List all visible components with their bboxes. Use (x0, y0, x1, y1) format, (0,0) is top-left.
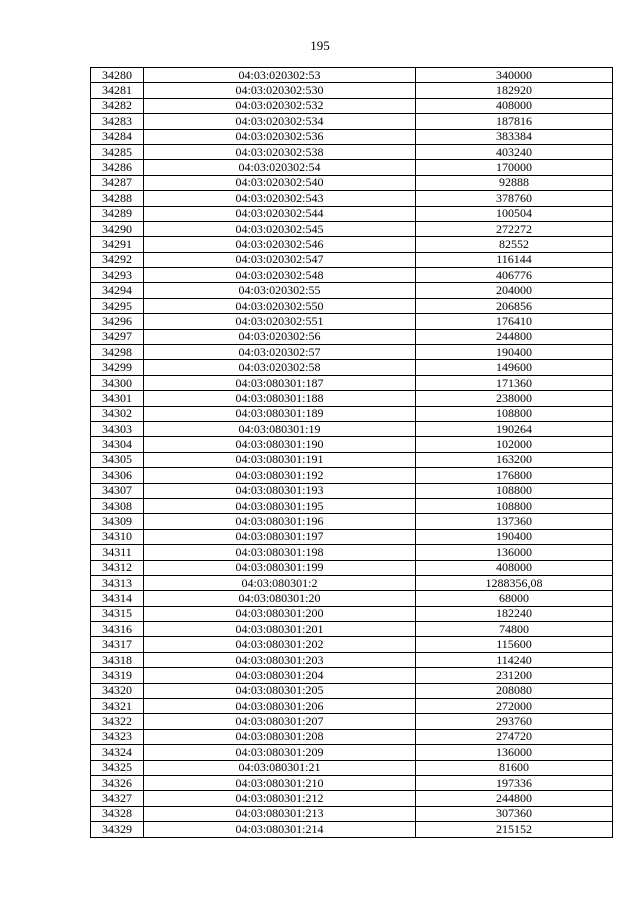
value-cell: 383384 (416, 129, 613, 144)
table-row (91, 160, 613, 175)
table-row (91, 221, 613, 236)
cadastral-number-cell: 04:03:080301:205 (144, 683, 416, 698)
cadastral-number-cell: 04:03:020302:54 (144, 160, 416, 175)
cadastral-number-cell: 04:03:020302:55 (144, 283, 416, 298)
table-row (91, 129, 613, 144)
table-row (91, 745, 613, 760)
value-cell: 81600 (416, 760, 613, 775)
row-number-cell: 34324 (91, 745, 144, 760)
table-row (91, 83, 613, 98)
table-row (91, 483, 613, 498)
cadastral-number-cell: 04:03:080301:203 (144, 652, 416, 667)
table-row (91, 606, 613, 621)
cadastral-number-cell: 04:03:080301:210 (144, 775, 416, 790)
value-cell: 116144 (416, 252, 613, 267)
row-number-cell: 34306 (91, 468, 144, 483)
row-number-cell: 34296 (91, 314, 144, 329)
row-number-cell: 34300 (91, 375, 144, 390)
value-cell: 137360 (416, 514, 613, 529)
row-number-cell: 34315 (91, 606, 144, 621)
row-number-cell: 34299 (91, 360, 144, 375)
cadastral-number-cell: 04:03:020302:546 (144, 237, 416, 252)
value-cell: 406776 (416, 268, 613, 283)
cadastral-number-cell: 04:03:080301:200 (144, 606, 416, 621)
table-row (91, 498, 613, 513)
value-cell: 293760 (416, 714, 613, 729)
cadastral-number-cell: 04:03:080301:209 (144, 745, 416, 760)
row-number-cell: 34285 (91, 144, 144, 159)
cadastral-number-cell: 04:03:080301:202 (144, 637, 416, 652)
row-number-cell: 34312 (91, 560, 144, 575)
value-cell: 1288356,08 (416, 575, 613, 590)
table-row (91, 468, 613, 483)
table-row (91, 191, 613, 206)
row-number-cell: 34290 (91, 221, 144, 236)
cadastral-number-cell: 04:03:080301:214 (144, 822, 416, 837)
cadastral-number-cell: 04:03:080301:195 (144, 498, 416, 513)
value-cell: 215152 (416, 822, 613, 837)
row-number-cell: 34293 (91, 268, 144, 283)
table-row (91, 668, 613, 683)
row-number-cell: 34309 (91, 514, 144, 529)
cadastral-number-cell: 04:03:080301:204 (144, 668, 416, 683)
row-number-cell: 34317 (91, 637, 144, 652)
value-cell: 149600 (416, 360, 613, 375)
table-row (91, 806, 613, 821)
cadastral-number-cell: 04:03:080301:190 (144, 437, 416, 452)
cadastral-number-cell: 04:03:080301:192 (144, 468, 416, 483)
value-cell: 136000 (416, 545, 613, 560)
value-cell: 208080 (416, 683, 613, 698)
value-cell: 231200 (416, 668, 613, 683)
value-cell: 204000 (416, 283, 613, 298)
row-number-cell: 34314 (91, 591, 144, 606)
value-cell: 403240 (416, 144, 613, 159)
table-row (91, 729, 613, 744)
cadastral-number-cell: 04:03:020302:58 (144, 360, 416, 375)
cadastral-number-cell: 04:03:080301:20 (144, 591, 416, 606)
cadastral-number-cell: 04:03:020302:530 (144, 83, 416, 98)
value-cell: 190400 (416, 529, 613, 544)
table-row (91, 175, 613, 190)
cadastral-number-cell: 04:03:080301:199 (144, 560, 416, 575)
cadastral-number-cell: 04:03:080301:207 (144, 714, 416, 729)
value-cell: 68000 (416, 591, 613, 606)
value-cell: 238000 (416, 391, 613, 406)
value-cell: 272000 (416, 699, 613, 714)
value-cell: 92888 (416, 175, 613, 190)
table-row (91, 545, 613, 560)
row-number-cell: 34320 (91, 683, 144, 698)
cadastral-number-cell: 04:03:080301:213 (144, 806, 416, 821)
table-row (91, 560, 613, 575)
row-number-cell: 34302 (91, 406, 144, 421)
value-cell: 100504 (416, 206, 613, 221)
cadastral-number-cell: 04:03:020302:550 (144, 298, 416, 313)
cadastral-number-cell: 04:03:080301:193 (144, 483, 416, 498)
row-number-cell: 34304 (91, 437, 144, 452)
row-number-cell: 34297 (91, 329, 144, 344)
table-row (91, 329, 613, 344)
table-row (91, 529, 613, 544)
value-cell: 307360 (416, 806, 613, 821)
value-cell: 408000 (416, 98, 613, 113)
row-number-cell: 34288 (91, 191, 144, 206)
table-row (91, 237, 613, 252)
table-row (91, 775, 613, 790)
value-cell: 182240 (416, 606, 613, 621)
value-cell: 182920 (416, 83, 613, 98)
row-number-cell: 34282 (91, 98, 144, 113)
cadastral-number-cell: 04:03:020302:543 (144, 191, 416, 206)
value-cell: 206856 (416, 298, 613, 313)
table-row (91, 391, 613, 406)
table-row (91, 637, 613, 652)
table-row (91, 406, 613, 421)
table-row (91, 575, 613, 590)
row-number-cell: 34295 (91, 298, 144, 313)
table-row (91, 252, 613, 267)
value-cell: 170000 (416, 160, 613, 175)
value-cell: 190264 (416, 421, 613, 436)
table-row (91, 714, 613, 729)
value-cell: 163200 (416, 452, 613, 467)
cadastral-number-cell: 04:03:080301:196 (144, 514, 416, 529)
cadastral-number-cell: 04:03:020302:532 (144, 98, 416, 113)
cadastral-number-cell: 04:03:020302:545 (144, 221, 416, 236)
cadastral-number-cell: 04:03:020302:534 (144, 114, 416, 129)
row-number-cell: 34280 (91, 68, 144, 83)
value-cell: 108800 (416, 483, 613, 498)
table-row (91, 452, 613, 467)
cadastral-number-cell: 04:03:080301:2 (144, 575, 416, 590)
table-row (91, 144, 613, 159)
table-row (91, 699, 613, 714)
cadastral-number-cell: 04:03:080301:201 (144, 622, 416, 637)
table-row (91, 791, 613, 806)
table-row (91, 360, 613, 375)
cadastral-number-cell: 04:03:020302:551 (144, 314, 416, 329)
table-row (91, 652, 613, 667)
cadastral-number-cell: 04:03:020302:547 (144, 252, 416, 267)
cadastral-number-cell: 04:03:020302:538 (144, 144, 416, 159)
row-number-cell: 34325 (91, 760, 144, 775)
value-cell: 176410 (416, 314, 613, 329)
table-row (91, 314, 613, 329)
row-number-cell: 34323 (91, 729, 144, 744)
value-cell: 136000 (416, 745, 613, 760)
cadastral-number-cell: 04:03:080301:19 (144, 421, 416, 436)
table-row (91, 822, 613, 837)
row-number-cell: 34329 (91, 822, 144, 837)
cadastral-number-cell: 04:03:020302:540 (144, 175, 416, 190)
row-number-cell: 34327 (91, 791, 144, 806)
value-cell: 340000 (416, 68, 613, 83)
row-number-cell: 34319 (91, 668, 144, 683)
value-cell: 408000 (416, 560, 613, 575)
row-number-cell: 34289 (91, 206, 144, 221)
table-row (91, 68, 613, 83)
value-cell: 244800 (416, 791, 613, 806)
row-number-cell: 34310 (91, 529, 144, 544)
row-number-cell: 34301 (91, 391, 144, 406)
table-row (91, 437, 613, 452)
row-number-cell: 34307 (91, 483, 144, 498)
cadastral-number-cell: 04:03:080301:189 (144, 406, 416, 421)
cadastral-number-cell: 04:03:080301:187 (144, 375, 416, 390)
value-cell: 176800 (416, 468, 613, 483)
value-cell: 190400 (416, 345, 613, 360)
value-cell: 102000 (416, 437, 613, 452)
row-number-cell: 34321 (91, 699, 144, 714)
value-cell: 244800 (416, 329, 613, 344)
cadastral-number-cell: 04:03:080301:212 (144, 791, 416, 806)
cadastral-number-cell: 04:03:080301:21 (144, 760, 416, 775)
page-number: 195 (310, 38, 330, 53)
row-number-cell: 34291 (91, 237, 144, 252)
table-body (91, 68, 613, 838)
value-cell: 108800 (416, 498, 613, 513)
cadastral-number-cell: 04:03:020302:548 (144, 268, 416, 283)
table-row (91, 514, 613, 529)
table-row (91, 760, 613, 775)
cadastral-number-cell: 04:03:020302:536 (144, 129, 416, 144)
value-cell: 378760 (416, 191, 613, 206)
cadastral-number-cell: 04:03:080301:198 (144, 545, 416, 560)
row-number-cell: 34281 (91, 83, 144, 98)
value-cell: 187816 (416, 114, 613, 129)
table-row (91, 622, 613, 637)
table-row (91, 683, 613, 698)
table-row (91, 206, 613, 221)
cadastral-number-cell: 04:03:080301:208 (144, 729, 416, 744)
table-row (91, 268, 613, 283)
row-number-cell: 34305 (91, 452, 144, 467)
table-row (91, 345, 613, 360)
cadastral-number-cell: 04:03:080301:206 (144, 699, 416, 714)
value-cell: 274720 (416, 729, 613, 744)
table-row (91, 298, 613, 313)
row-number-cell: 34294 (91, 283, 144, 298)
row-number-cell: 34308 (91, 498, 144, 513)
row-number-cell: 34318 (91, 652, 144, 667)
value-cell: 115600 (416, 637, 613, 652)
value-cell: 74800 (416, 622, 613, 637)
table-row (91, 114, 613, 129)
table-row (91, 283, 613, 298)
row-number-cell: 34328 (91, 806, 144, 821)
row-number-cell: 34322 (91, 714, 144, 729)
row-number-cell: 34287 (91, 175, 144, 190)
value-cell: 114240 (416, 652, 613, 667)
row-number-cell: 34284 (91, 129, 144, 144)
cadastral-number-cell: 04:03:020302:53 (144, 68, 416, 83)
value-cell: 272272 (416, 221, 613, 236)
value-cell: 108800 (416, 406, 613, 421)
row-number-cell: 34298 (91, 345, 144, 360)
row-number-cell: 34283 (91, 114, 144, 129)
row-number-cell: 34286 (91, 160, 144, 175)
table-row (91, 421, 613, 436)
row-number-cell: 34292 (91, 252, 144, 267)
value-cell: 197336 (416, 775, 613, 790)
row-number-cell: 34326 (91, 775, 144, 790)
cadastre-table (90, 67, 613, 838)
table-row (91, 591, 613, 606)
cadastral-number-cell: 04:03:020302:544 (144, 206, 416, 221)
value-cell: 171360 (416, 375, 613, 390)
row-number-cell: 34303 (91, 421, 144, 436)
row-number-cell: 34316 (91, 622, 144, 637)
cadastral-number-cell: 04:03:020302:57 (144, 345, 416, 360)
cadastral-number-cell: 04:03:080301:188 (144, 391, 416, 406)
table-row (91, 375, 613, 390)
cadastral-number-cell: 04:03:080301:197 (144, 529, 416, 544)
cadastral-number-cell: 04:03:080301:191 (144, 452, 416, 467)
row-number-cell: 34313 (91, 575, 144, 590)
row-number-cell: 34311 (91, 545, 144, 560)
table-row (91, 98, 613, 113)
cadastral-number-cell: 04:03:020302:56 (144, 329, 416, 344)
value-cell: 82552 (416, 237, 613, 252)
